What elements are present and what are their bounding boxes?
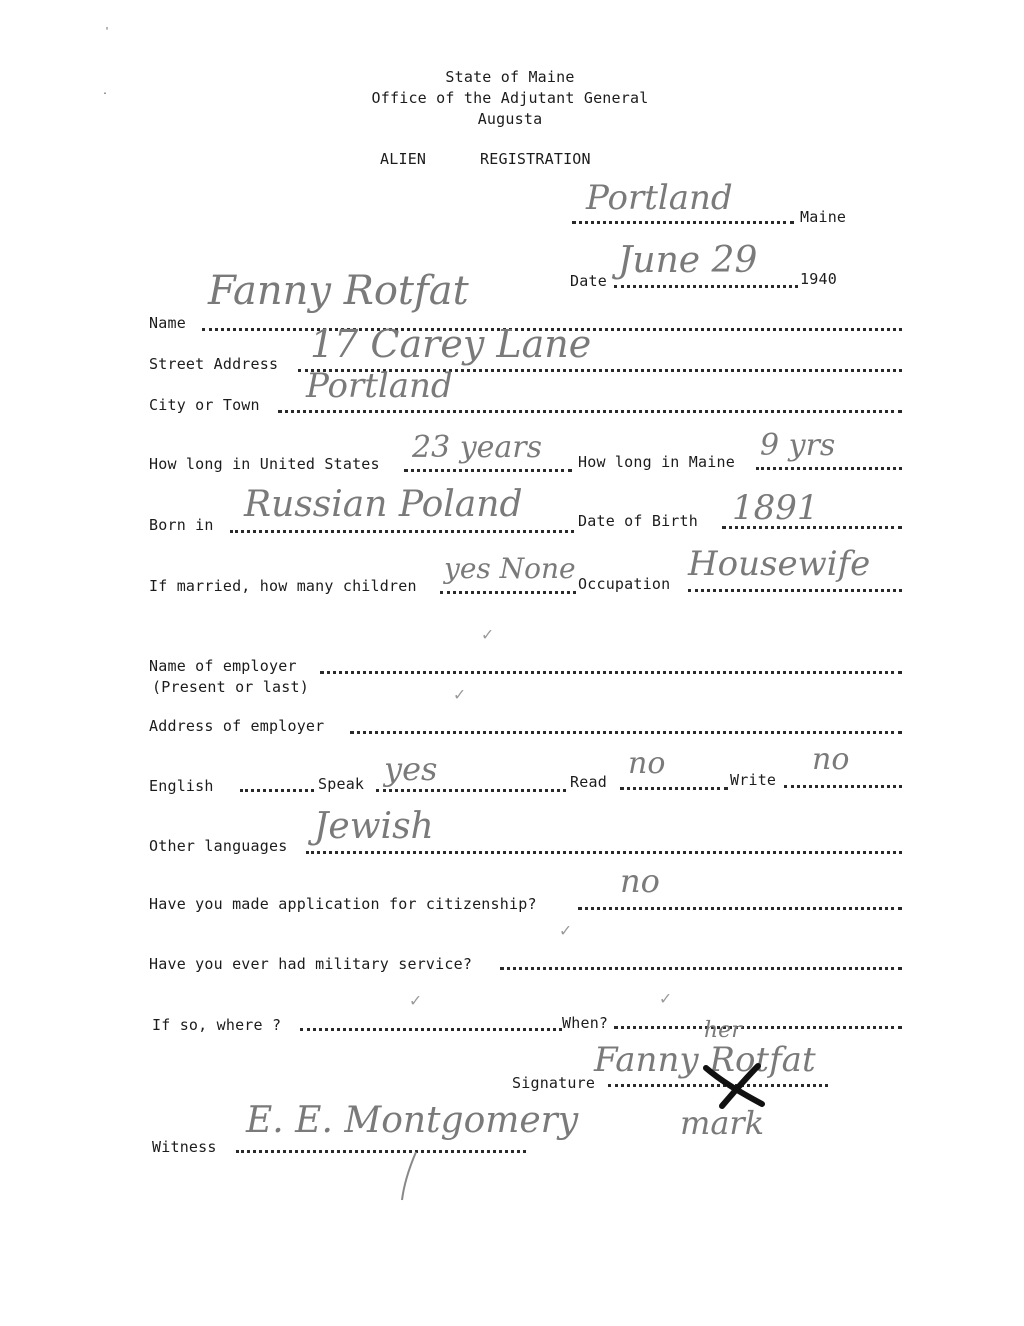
witness-handwritten: E. E. Montgomery: [246, 1100, 579, 1141]
when-label: When?: [562, 1014, 609, 1032]
how-long-us-label: How long in United States: [149, 455, 380, 473]
occupation-dots: [688, 589, 902, 592]
children-handwritten: yes None: [444, 552, 576, 585]
scan-speck: .: [102, 86, 109, 97]
maine-label: Maine: [800, 208, 847, 226]
signature-her: her: [704, 1018, 742, 1043]
witness-descender-stroke: [396, 1150, 426, 1204]
write-label: Write: [730, 771, 777, 789]
witness-dots: [236, 1150, 526, 1153]
occupation-handwritten: Housewife: [688, 544, 871, 584]
street-label: Street Address: [149, 355, 279, 373]
employer-address-label: Address of employer: [149, 717, 325, 735]
checkmark-icon: ✓: [454, 684, 465, 705]
other-languages-handwritten: Jewish: [314, 806, 434, 847]
checkmark-icon: ✓: [660, 988, 671, 1009]
header-office: Office of the Adjutant General: [371, 89, 649, 107]
date-label: Date: [570, 272, 607, 290]
how-long-maine-dots: [756, 467, 902, 470]
speak-handwritten: yes: [384, 750, 438, 788]
checkmark-icon: ✓: [560, 920, 571, 941]
occupation-label: Occupation: [578, 575, 671, 593]
city-dots: [278, 410, 902, 413]
town-dots: [572, 221, 794, 224]
header-city: Augusta: [477, 110, 543, 128]
dob-label: Date of Birth: [578, 512, 698, 530]
date-handwritten: June 29: [618, 240, 758, 281]
english-label: English: [149, 777, 214, 795]
street-handwritten: 17 Carey Lane: [310, 322, 592, 366]
checkmark-icon: ✓: [410, 990, 421, 1011]
read-dots: [620, 787, 728, 790]
born-in-label: Born in: [149, 516, 214, 534]
citizenship-dots: [578, 907, 902, 910]
city-label: City or Town: [149, 396, 260, 414]
scan-speck: ': [104, 26, 111, 37]
signature-label: Signature: [512, 1074, 596, 1092]
write-handwritten: no: [812, 742, 850, 777]
when-dots: [614, 1026, 902, 1029]
present-last-label: (Present or last): [152, 678, 309, 696]
read-label: Read: [570, 773, 607, 791]
witness-label: Witness: [152, 1138, 217, 1156]
other-languages-label: Other languages: [149, 837, 288, 855]
name-label: Name: [149, 314, 186, 332]
how-long-maine-handwritten: 9 yrs: [760, 428, 836, 463]
other-languages-dots: [306, 851, 902, 854]
married-label: If married, how many children: [149, 577, 417, 595]
form-title-registration: REGISTRATION: [480, 150, 591, 168]
town-handwritten: Portland: [586, 178, 733, 218]
date-year: 1940: [800, 270, 837, 288]
married-dots: [440, 591, 576, 594]
how-long-maine-label: How long in Maine: [578, 453, 735, 471]
dob-handwritten: 1891: [732, 488, 819, 528]
how-long-us-dots: [404, 469, 572, 472]
header-state: State of Maine: [445, 68, 575, 86]
read-handwritten: no: [628, 746, 666, 781]
citizenship-handwritten: no: [620, 862, 660, 900]
employer-dots: [320, 671, 902, 674]
if-so-where-dots: [300, 1028, 562, 1031]
how-long-us-handwritten: 23 years: [412, 430, 543, 465]
date-dots: [614, 285, 798, 288]
write-dots: [784, 785, 902, 788]
if-so-where-label: If so, where ?: [152, 1016, 282, 1034]
form-title-alien: ALIEN: [380, 150, 427, 168]
english-dots: [240, 789, 314, 792]
signature-mark: mark: [680, 1104, 765, 1142]
born-in-dots: [230, 530, 574, 533]
city-handwritten: Portland: [306, 366, 453, 406]
speak-label: Speak: [318, 775, 365, 793]
checkmark-icon: ✓: [482, 624, 493, 645]
employer-label: Name of employer: [149, 657, 297, 675]
employer-address-dots: [350, 731, 902, 734]
citizenship-label: Have you made application for citizenship?: [149, 895, 537, 913]
born-in-handwritten: Russian Poland: [244, 484, 523, 525]
military-label: Have you ever had military service?: [149, 955, 473, 973]
military-dots: [500, 967, 902, 970]
speak-dots: [376, 789, 566, 792]
signature-handwritten: Fanny Rotfat: [594, 1040, 816, 1080]
name-handwritten: Fanny Rotfat: [208, 268, 469, 314]
